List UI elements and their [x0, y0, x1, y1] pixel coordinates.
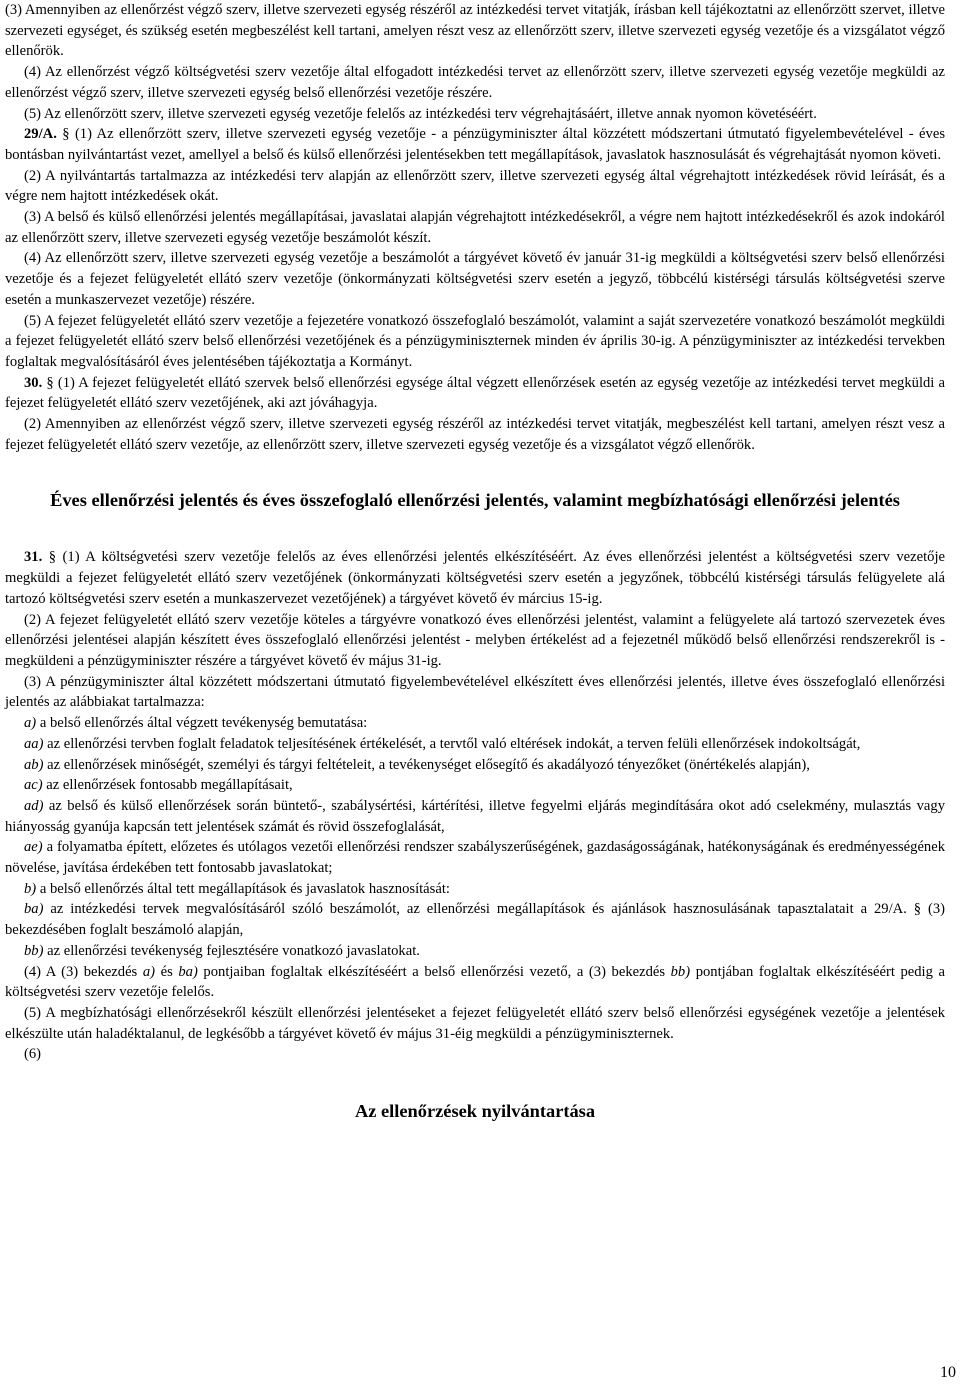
- point-reference: a): [142, 963, 155, 980]
- paragraph: [5, 941, 945, 962]
- paragraph: [5, 248, 945, 310]
- paragraph-text: a belső ellenőrzés által végzett tevékenység bemutatása:: [36, 715, 368, 732]
- point-label: ad): [24, 797, 44, 814]
- paragraph: [5, 311, 945, 373]
- paragraph-text: (5) Az ellenőrzött szerv, illetve szervezeti egység vezetője felelős az intézkedési terv végrehajtásáért, illetve annak nyomon követéséért.: [24, 105, 817, 122]
- point-reference: ba): [178, 963, 198, 980]
- paragraph: [5, 962, 945, 1003]
- paragraph-text: § (1) A fejezet felügyeletét ellátó szervek belső ellenőrzési egysége által végzett ellenőrzések esetén az egység vezetője az intézkedési tervet megküldi a fejezet felügyeletét ellátó szerv vezetőjének, aki azt jóváhagyja.: [5, 374, 945, 412]
- paragraph-text: a folyamatba épített, előzetes és utólagos vezetői ellenőrzési rendszer szabályszerűségének, gazdaságosságának, hatékonyságának és eredményességének növelése, javítása érdekében tett fontosabb javaslatokat;: [5, 839, 945, 877]
- point-label: aa): [24, 735, 44, 752]
- paragraph-text: (4) A (3) bekezdés: [24, 963, 143, 980]
- paragraph: [5, 124, 945, 165]
- paragraph-text: (4) Az ellenőrzött szerv, illetve szervezeti egység vezetője a beszámolót a tárgyévet követő év január 31-ig megküldi a költségvetési szerv belső ellenőrzési vezetője és a fejezet felügyeletét ellátó szerv vezetője (önkormányzati költségvetési szerv esetén a jegyző, többcélú kistérségi társulás költségvetési szerve esetén a munkaszervezet vezetője) részére.: [5, 250, 945, 308]
- paragraph-text: pontjaiban foglaltak elkészítéséért a belső ellenőrzési vezető, a (3) bekezdés: [197, 963, 671, 980]
- paragraph: [5, 734, 945, 755]
- paragraph-text: (3) A pénzügyminiszter által közzétett módszertani útmutató figyelembevételével elkészített éves ellenőrzési jelentés, illetve éves összefoglaló ellenőrzési jelentés az alábbiakat tartalmazza:: [5, 673, 945, 711]
- paragraph-text: pontjában foglaltak elkészítéséért pedig a költségvetési szerv vezetője felelős.: [5, 963, 945, 1001]
- paragraph-text: (3) A belső és külső ellenőrzési jelentés megállapításai, javaslatai alapján végrehajtott intézkedésekről, a végre nem hajtott intézkedésekről és azok indokáról az ellenőrzött szerv, illetve szervezeti egység vezetője beszámolót készít.: [5, 209, 945, 246]
- paragraph-text: (2) A fejezet felügyeletét ellátó szerv vezetője köteles a tárgyévre vonatkozó éves ellenőrzési jelentést, valamint a felügyelete alá tartozó szervezetek éves ellenőrzési jelentései alapján készített éves összefoglaló ellenőrzési jelentést - melyben értékelést ad a fejezetnél működő belső ellenőrzési rendszerekről is - megküldeni a pénzügyminiszter részére a tárgyévet követő év május 31-ig.: [5, 611, 945, 669]
- paragraph: [5, 775, 945, 796]
- paragraph-text: (6): [24, 1046, 42, 1063]
- paragraph-text: § (1) A költségvetési szerv vezetője felelős az éves ellenőrzési jelentés elkészítéséért. Az éves ellenőrzési jelentést a költségvetési szerv vezetője megküldi a fejezet felügyeletét ellátó szerv vezetőjének (önkormányzati költségvetési szerv esetén a jegyzőnek, többcélú kistérségi társulás felügyelete alá tartozó költségvetési szerv esetén a munkaszervezet vezetőjének) a tárgyévet követő év március 15-ig.: [5, 549, 945, 607]
- paragraph-text: (4) Az ellenőrzést végző költségvetési szerv vezetője által elfogadott intézkedési tervet az ellenőrzött szerv, illetve szervezeti egység vezetője megküldi az ellenőrzést végző szerv, illetve szervezeti egység belső ellenőrzési vezetője részére.: [5, 64, 945, 101]
- paragraph: [5, 899, 945, 940]
- paragraph: [5, 547, 945, 609]
- paragraph-text: a belső ellenőrzés által tett megállapítások és javaslatok hasznosítását:: [36, 880, 450, 897]
- paragraph-text: (5) A fejezet felügyeletét ellátó szerv vezetője a fejezetére vonatkozó összefoglaló beszámolót, valamint a saját szervezetére vonatkozó beszámolót megküldi a fejezet felügyeletét ellátó szerv belső ellenőrzési vezetőjének és a pénzügyminiszternek minden év április 30-ig. A pénzügyminiszter az intézkedési tervekben foglaltak megvalósításáról éves jelentésében tájékoztatja a Kormányt.: [5, 312, 945, 370]
- paragraph: [5, 755, 945, 776]
- paragraph-text: és: [155, 963, 179, 980]
- paragraph: [5, 879, 945, 900]
- section-number: 30.: [24, 374, 43, 391]
- paragraph: [5, 796, 945, 837]
- paragraph: [5, 166, 945, 207]
- document-page: [5, 0, 945, 1124]
- point-reference: bb): [670, 963, 691, 980]
- paragraph-text: az ellenőrzési tevékenység fejlesztésére vonatkozó javaslatokat.: [43, 942, 420, 959]
- point-label: ab): [24, 756, 44, 773]
- paragraph: [5, 104, 945, 125]
- paragraph-text: az intézkedési tervek megvalósításáról szóló beszámolót, az ellenőrzési megállapítások és ajánlások hasznosulásának tapasztalatait a 29/A. § (3) bekezdésében foglalt beszámoló alapján,: [5, 901, 945, 939]
- paragraph-text: az belső és külső ellenőrzések során büntető-, szabálysértési, kártérítési, illetve fegyelmi eljárás megindítására okot adó cselekmény, mulasztás vagy hiányosság gyanúja kapcsán tett jelentések számát és rövid összefoglalását,: [5, 797, 945, 835]
- section-number: 31.: [24, 549, 43, 566]
- paragraph: [5, 414, 945, 455]
- paragraph-text: § (1) Az ellenőrzött szerv, illetve szervezeti egység vezetője - a pénzügyminiszter által közzétett módszertani útmutató figyelembevételével - éves bontásban nyilvántartást vezet, amellyel a belső és külső ellenőrzési jelentésekben tett megállapítások, javaslatok hasznosulását és végrehajtását nyomon követi.: [5, 126, 945, 163]
- paragraph: [5, 713, 945, 734]
- paragraph-text: (2) A nyilvántartás tartalmazza az intézkedési terv alapján az ellenőrzött szerv, illetve szervezeti egység által végrehajtott intézkedések rövid leírását, és a végre nem hajtott intézkedések okát.: [5, 167, 945, 205]
- paragraph: [5, 837, 945, 878]
- section-heading: Éves ellenőrzési jelentés és éves összefoglaló ellenőrzési jelentés, valamint megbízhatósági ellenőrzési jelentés: [50, 490, 900, 511]
- point-label: a): [24, 715, 37, 732]
- section-number: 29/A.: [24, 126, 57, 143]
- paragraph-text: (5) A megbízhatósági ellenőrzésekről készült ellenőrzési jelentéseket a fejezet felügyeletét ellátó szerv belső ellenőrzési egységének vezetője a jelentések elkészülte után haladéktalanul, de legkésőbb a tárgyévet követő év május 31-éig megküldi a pénzügyminiszternek.: [5, 1004, 945, 1042]
- point-label: bb): [24, 942, 44, 959]
- section-heading: Az ellenőrzések nyilvántartása: [354, 1101, 596, 1122]
- paragraph: [5, 0, 945, 62]
- paragraph: [5, 373, 945, 414]
- paragraph-text: az ellenőrzések minőségét, személyi és tárgyi feltételeit, a tevékenységet elősegítő és akadályozó tényezőket (önértékelés alapján),: [43, 756, 810, 773]
- paragraph-text: (3) Amennyiben az ellenőrzést végző szerv, illetve szervezeti egység részéről az intézkedési tervet vitatják, írásban kell tájékoztatni az ellenőrzött szervet, illetve szervezeti egységet, és szükség esetén megbeszélést kell tartani, amelyen részt vesz az ellenőrzött szerv, illetve szervezeti egység vezetője és a vizsgálatot végző ellenőrök.: [5, 2, 945, 60]
- point-label: ae): [24, 839, 43, 856]
- point-label: b): [24, 880, 37, 897]
- paragraph: [5, 672, 945, 713]
- paragraph-text: az ellenőrzések fontosabb megállapításait,: [42, 777, 293, 794]
- document-body: [5, 0, 945, 1124]
- paragraph: [5, 1003, 945, 1044]
- paragraph: [5, 610, 945, 672]
- paragraph: [5, 62, 945, 103]
- point-label: ac): [24, 777, 43, 794]
- page-number: 10: [940, 1364, 956, 1381]
- paragraph-text: (2) Amennyiben az ellenőrzést végző szerv, illetve szervezeti egység részéről az intézkedési tervet vitatják, megbeszélést kell tartani, amelyen részt vesz a fejezet felügyeletét ellátó szerv vezetője, az ellenőrzött szerv, illetve szervezeti egység vezetője és a vizsgálatot végző ellenőrök.: [5, 416, 945, 453]
- paragraph-text: az ellenőrzési tervben foglalt feladatok teljesítésének értékelését, a tervtől való eltérések indokát, a terven felüli ellenőrzések indokoltságát,: [43, 735, 861, 752]
- paragraph: [5, 1044, 945, 1065]
- point-label: ba): [24, 901, 44, 918]
- paragraph: [5, 207, 945, 248]
